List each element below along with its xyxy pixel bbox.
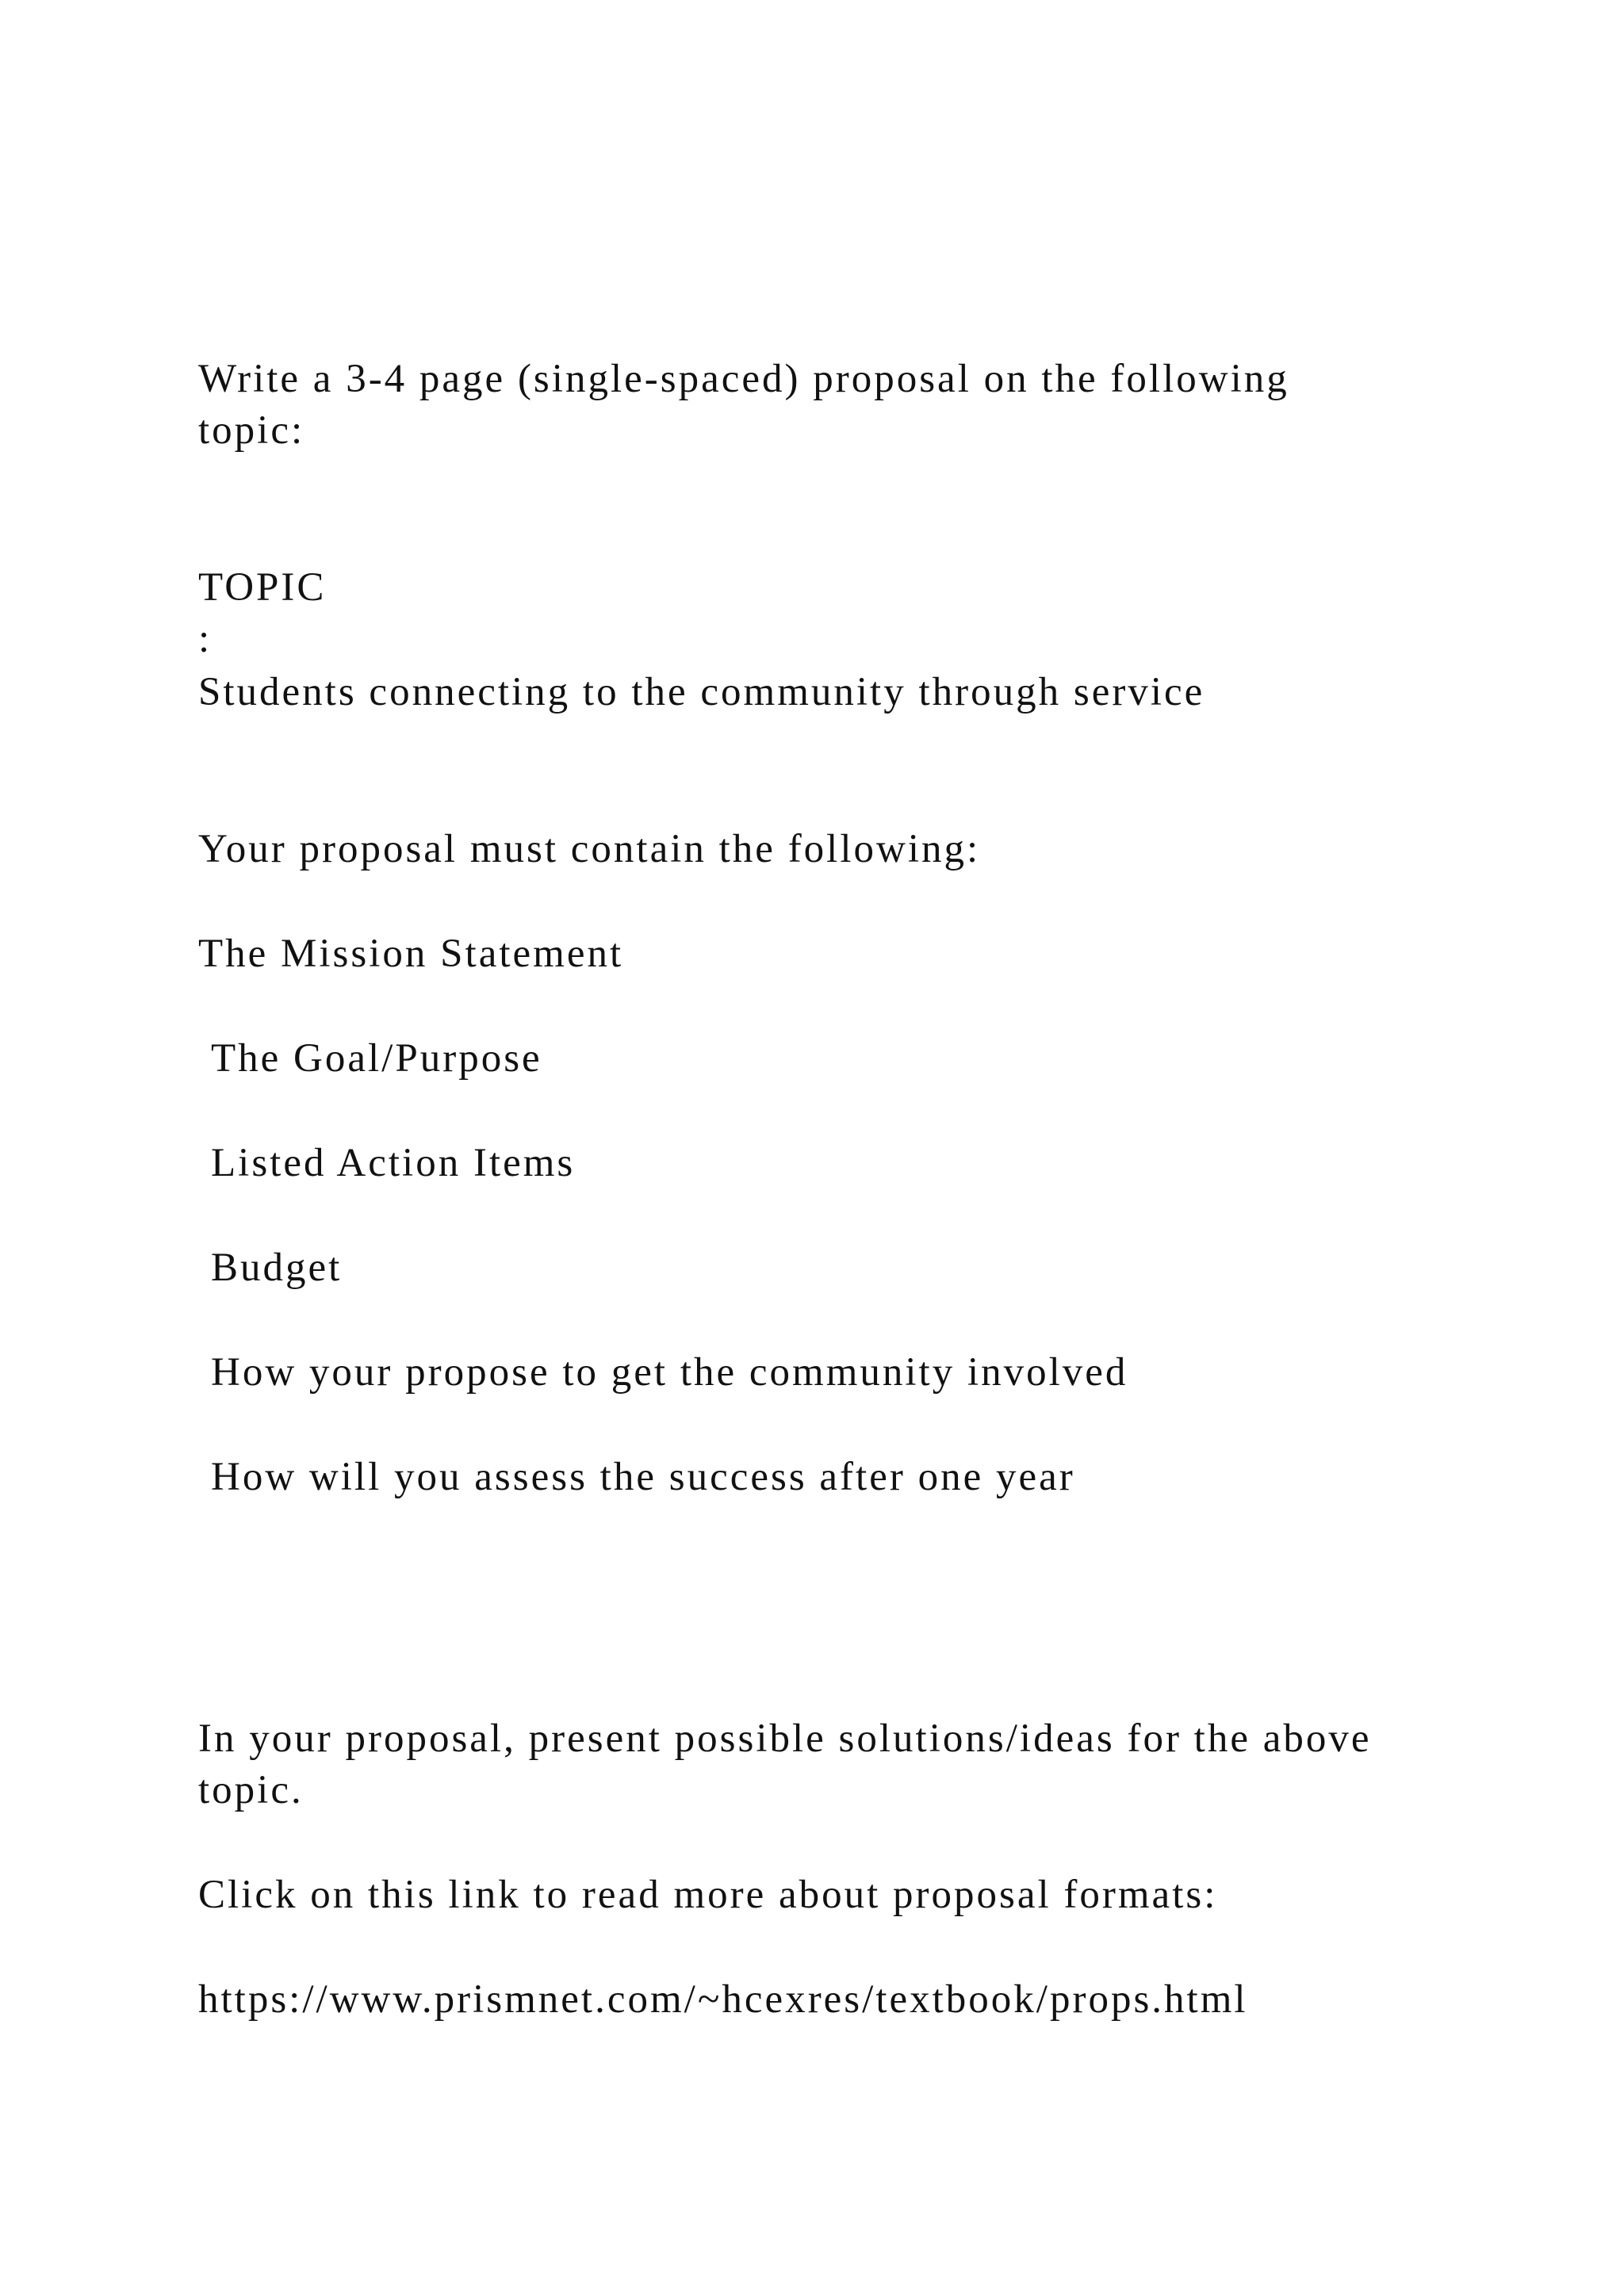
requirement-assessment: How will you assess the success after one year <box>211 1455 1075 1499</box>
intro-line-2: topic: <box>198 408 305 453</box>
solutions-line-1: In your proposal, present possible solutions/ideas for the above <box>198 1716 1372 1761</box>
topic-text: Students connecting to the community through service <box>198 670 1205 714</box>
intro-line-1: Write a 3-4 page (single-spaced) proposal on the following <box>198 357 1289 401</box>
proposal-formats-link-line <box>198 1973 1248 2026</box>
requirement-budget: Budget <box>211 1246 343 1290</box>
requirement-mission-statement: The Mission Statement <box>198 932 624 976</box>
requirements-heading: Your proposal must contain the following: <box>198 827 981 871</box>
link-prompt: Click on this link to read more about proposal formats: <box>198 1873 1218 1917</box>
proposal-formats-link[interactable]: https://www.prismnet.com/~hcexres/textbook/props.html <box>198 1977 1248 2022</box>
solutions-line-2: topic. <box>198 1768 304 1812</box>
requirement-goal-purpose: The Goal/Purpose <box>211 1036 542 1081</box>
requirement-community-involvement: How your propose to get the community involved <box>211 1350 1128 1395</box>
topic-label: TOPIC <box>198 565 327 610</box>
requirement-action-items: Listed Action Items <box>211 1141 576 1185</box>
topic-colon: : <box>198 617 213 661</box>
